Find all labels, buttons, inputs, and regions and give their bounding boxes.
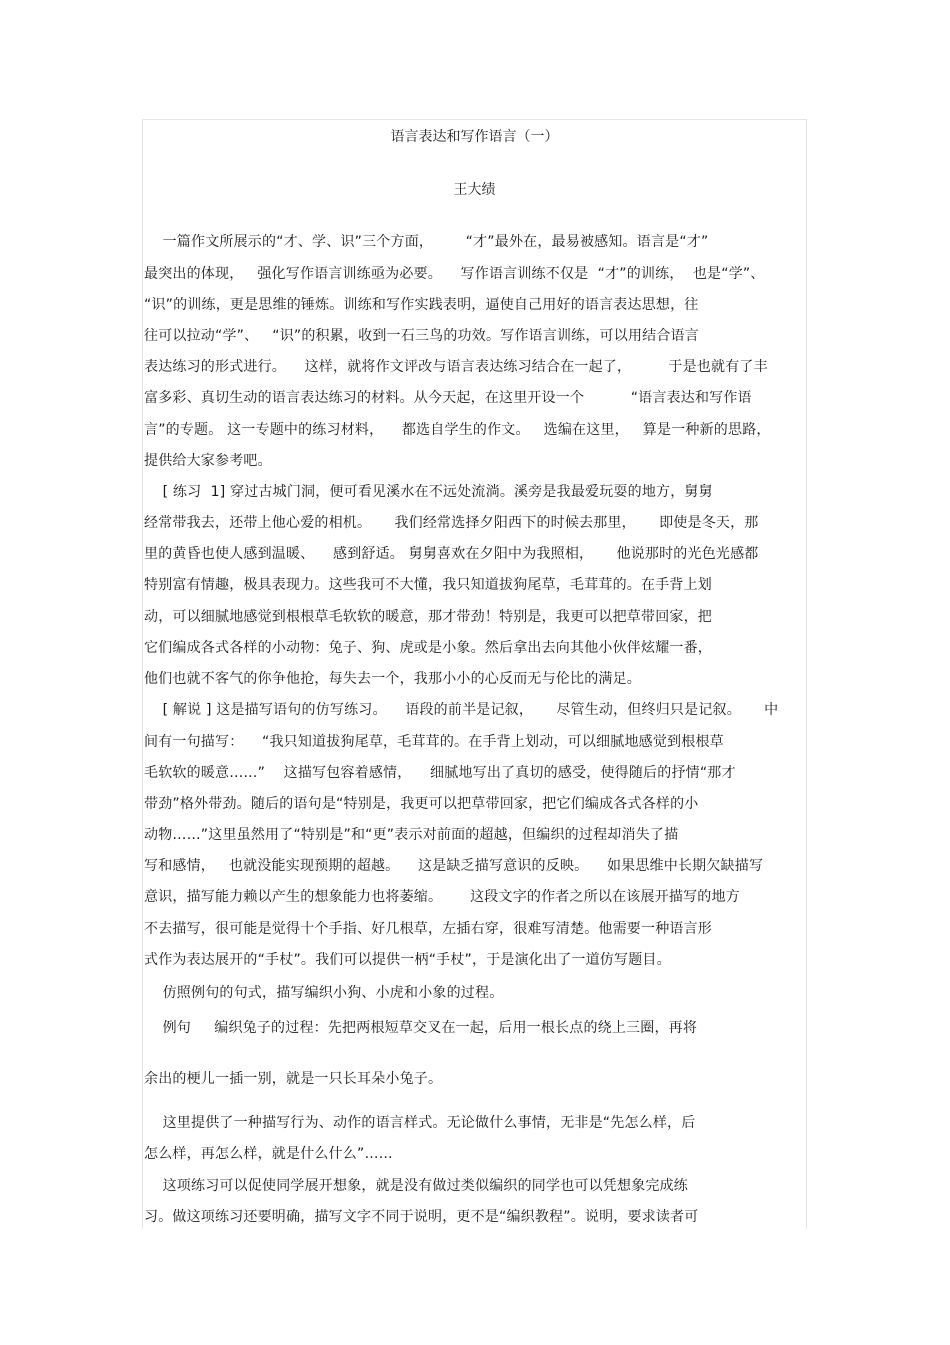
paragraph-line: 动物……”这里虽然用了“特别是”和“更”表示对前面的超越，但编织的过程却消失了描 [144, 827, 679, 843]
paragraph-line: 最突出的体现， 强化写作语言训练亟为必要。 写作语言训练不仅是 “才”的训练， 也是“学”、 [144, 266, 765, 282]
paragraph-line: 言”的专题。 这一专题中的练习材料， 都选自学生的作文。 选编在这里， 算是一种新的思路， [144, 422, 771, 438]
paragraph-line: 经常带我去，还带上他心爱的相机。 我们经常选择夕阳西下的时候去那里， 即使是冬天，那 [144, 515, 759, 531]
paragraph-line: 意识，描写能力赖以产生的想象能力也将萎缩。 这段文字的作者之所以在该展开描写的地方 [144, 889, 740, 905]
paragraph-line: 间有一句描写： “我只知道拔狗尾草，毛茸茸的。在手背上划动，可以细腻地感觉到根根草 [144, 734, 724, 750]
paragraph-line: 式作为表达展开的“手杖”。我们可以提供一柄“手杖”，于是演化出了一道仿写题目。 [144, 952, 671, 968]
paragraph-line: [ 练习 1] 穿过古城门洞，便可看见溪水在不远处流淌。溪旁是我最爱玩耍的地方，舅舅 [144, 484, 713, 500]
paragraph-line: 一篇作文所展示的“才、学、识”三个方面， “才”最外在，最易被感知。语言是“才” [144, 234, 709, 250]
paragraph-line: 写和感情， 也就没能实现预期的超越。 这是缺乏描写意识的反映。 如果思维中长期欠缺描写 [144, 858, 764, 874]
paragraph-line: 这项练习可以促使同学展开想象，就是没有做过类似编织的同学也可以凭想象完成练 [144, 1178, 688, 1194]
paragraph-line: 例句 编织兔子的过程：先把两根短草交叉在一起，后用一根长点的绕上三圈，再将 [144, 1020, 698, 1036]
paragraph-line: 仿照例句的句式，描写编织小狗、小虎和小象的过程。 [144, 985, 504, 1001]
paragraph-line: 这里提供了一种描写行为、动作的语言样式。无论做什么事情，无非是“先怎么样，后 [144, 1115, 696, 1131]
paragraph-line: 习。做这项练习还要明确，描写文字不同于说明，更不是“编织教程”。说明，要求读者可 [144, 1209, 699, 1225]
paragraph-line: 它们编成各式各样的小动物：兔子、狗、虎或是小象。然后拿出去向其他小伙伴炫耀一番， [144, 640, 712, 656]
paragraph-line: 毛软软的暖意……” 这描写包容着感情， 细腻地写出了真切的感受，使得随后的抒情“那才 [144, 765, 736, 781]
paragraph-line: 表达练习的形式进行。 这样，就将作文评改与语言表达练习结合在一起了， 于是也就有了丰 [144, 359, 768, 375]
paragraph-line: 里的黄昏也使人感到温暖、 感到舒适。 舅舅喜欢在夕阳中为我照相， 他说那时的光色光感都 [144, 546, 759, 562]
paragraph-line: 特别富有情趣，极具表现力。这些我可不大懂，我只知道拔狗尾草，毛茸茸的。在手背上划 [144, 577, 712, 593]
author-name: 王大绩 [453, 182, 496, 198]
paragraph-line: 他们也就不客气的你争他抢，每失去一个，我那小小的心反而无与伦比的满足。 [144, 671, 641, 687]
paragraph-line: 动，可以细腻地感觉到根根草毛软软的暖意，那才带劲！特别是，我更可以把草带回家，把 [144, 609, 712, 625]
paragraph-line: 富多彩、真切生动的语言表达练习的材料。从今天起，在这里开设一个 “语言表达和写作语 [144, 390, 752, 406]
paragraph-line: 往可以拉动“学”、 “识”的积累，收到一石三鸟的功效。写作语言训练，可以用结合语言 [144, 328, 699, 344]
paragraph-line: 不去描写，很可能是觉得十个手指、好几根草，左插右穿，很难写清楚。他需要一种语言形 [144, 921, 712, 937]
document-title: 语言表达和写作语言（一） [390, 129, 559, 145]
paragraph-line: 怎么样，再怎么样，就是什么什么”…… [144, 1146, 393, 1162]
paragraph-line: 提供给大家参考吧。 [144, 453, 272, 469]
paragraph-line: 带劲”格外带劲。随后的语句是“特别是，我更可以把草带回家，把它们编成各式各样的小 [144, 796, 699, 812]
paragraph-line: 余出的梗儿一插一别，就是一只长耳朵小兔子。 [144, 1071, 443, 1087]
paragraph-line: “识”的训练，更是思维的锤炼。训练和写作实践表明，逼使自己用好的语言表达思想，往 [144, 297, 699, 313]
paragraph-line: [ 解说 ] 这是描写语句的仿写练习。 语段的前半是记叙， 尽管生动，但终归只是记叙。 中 [144, 702, 779, 718]
